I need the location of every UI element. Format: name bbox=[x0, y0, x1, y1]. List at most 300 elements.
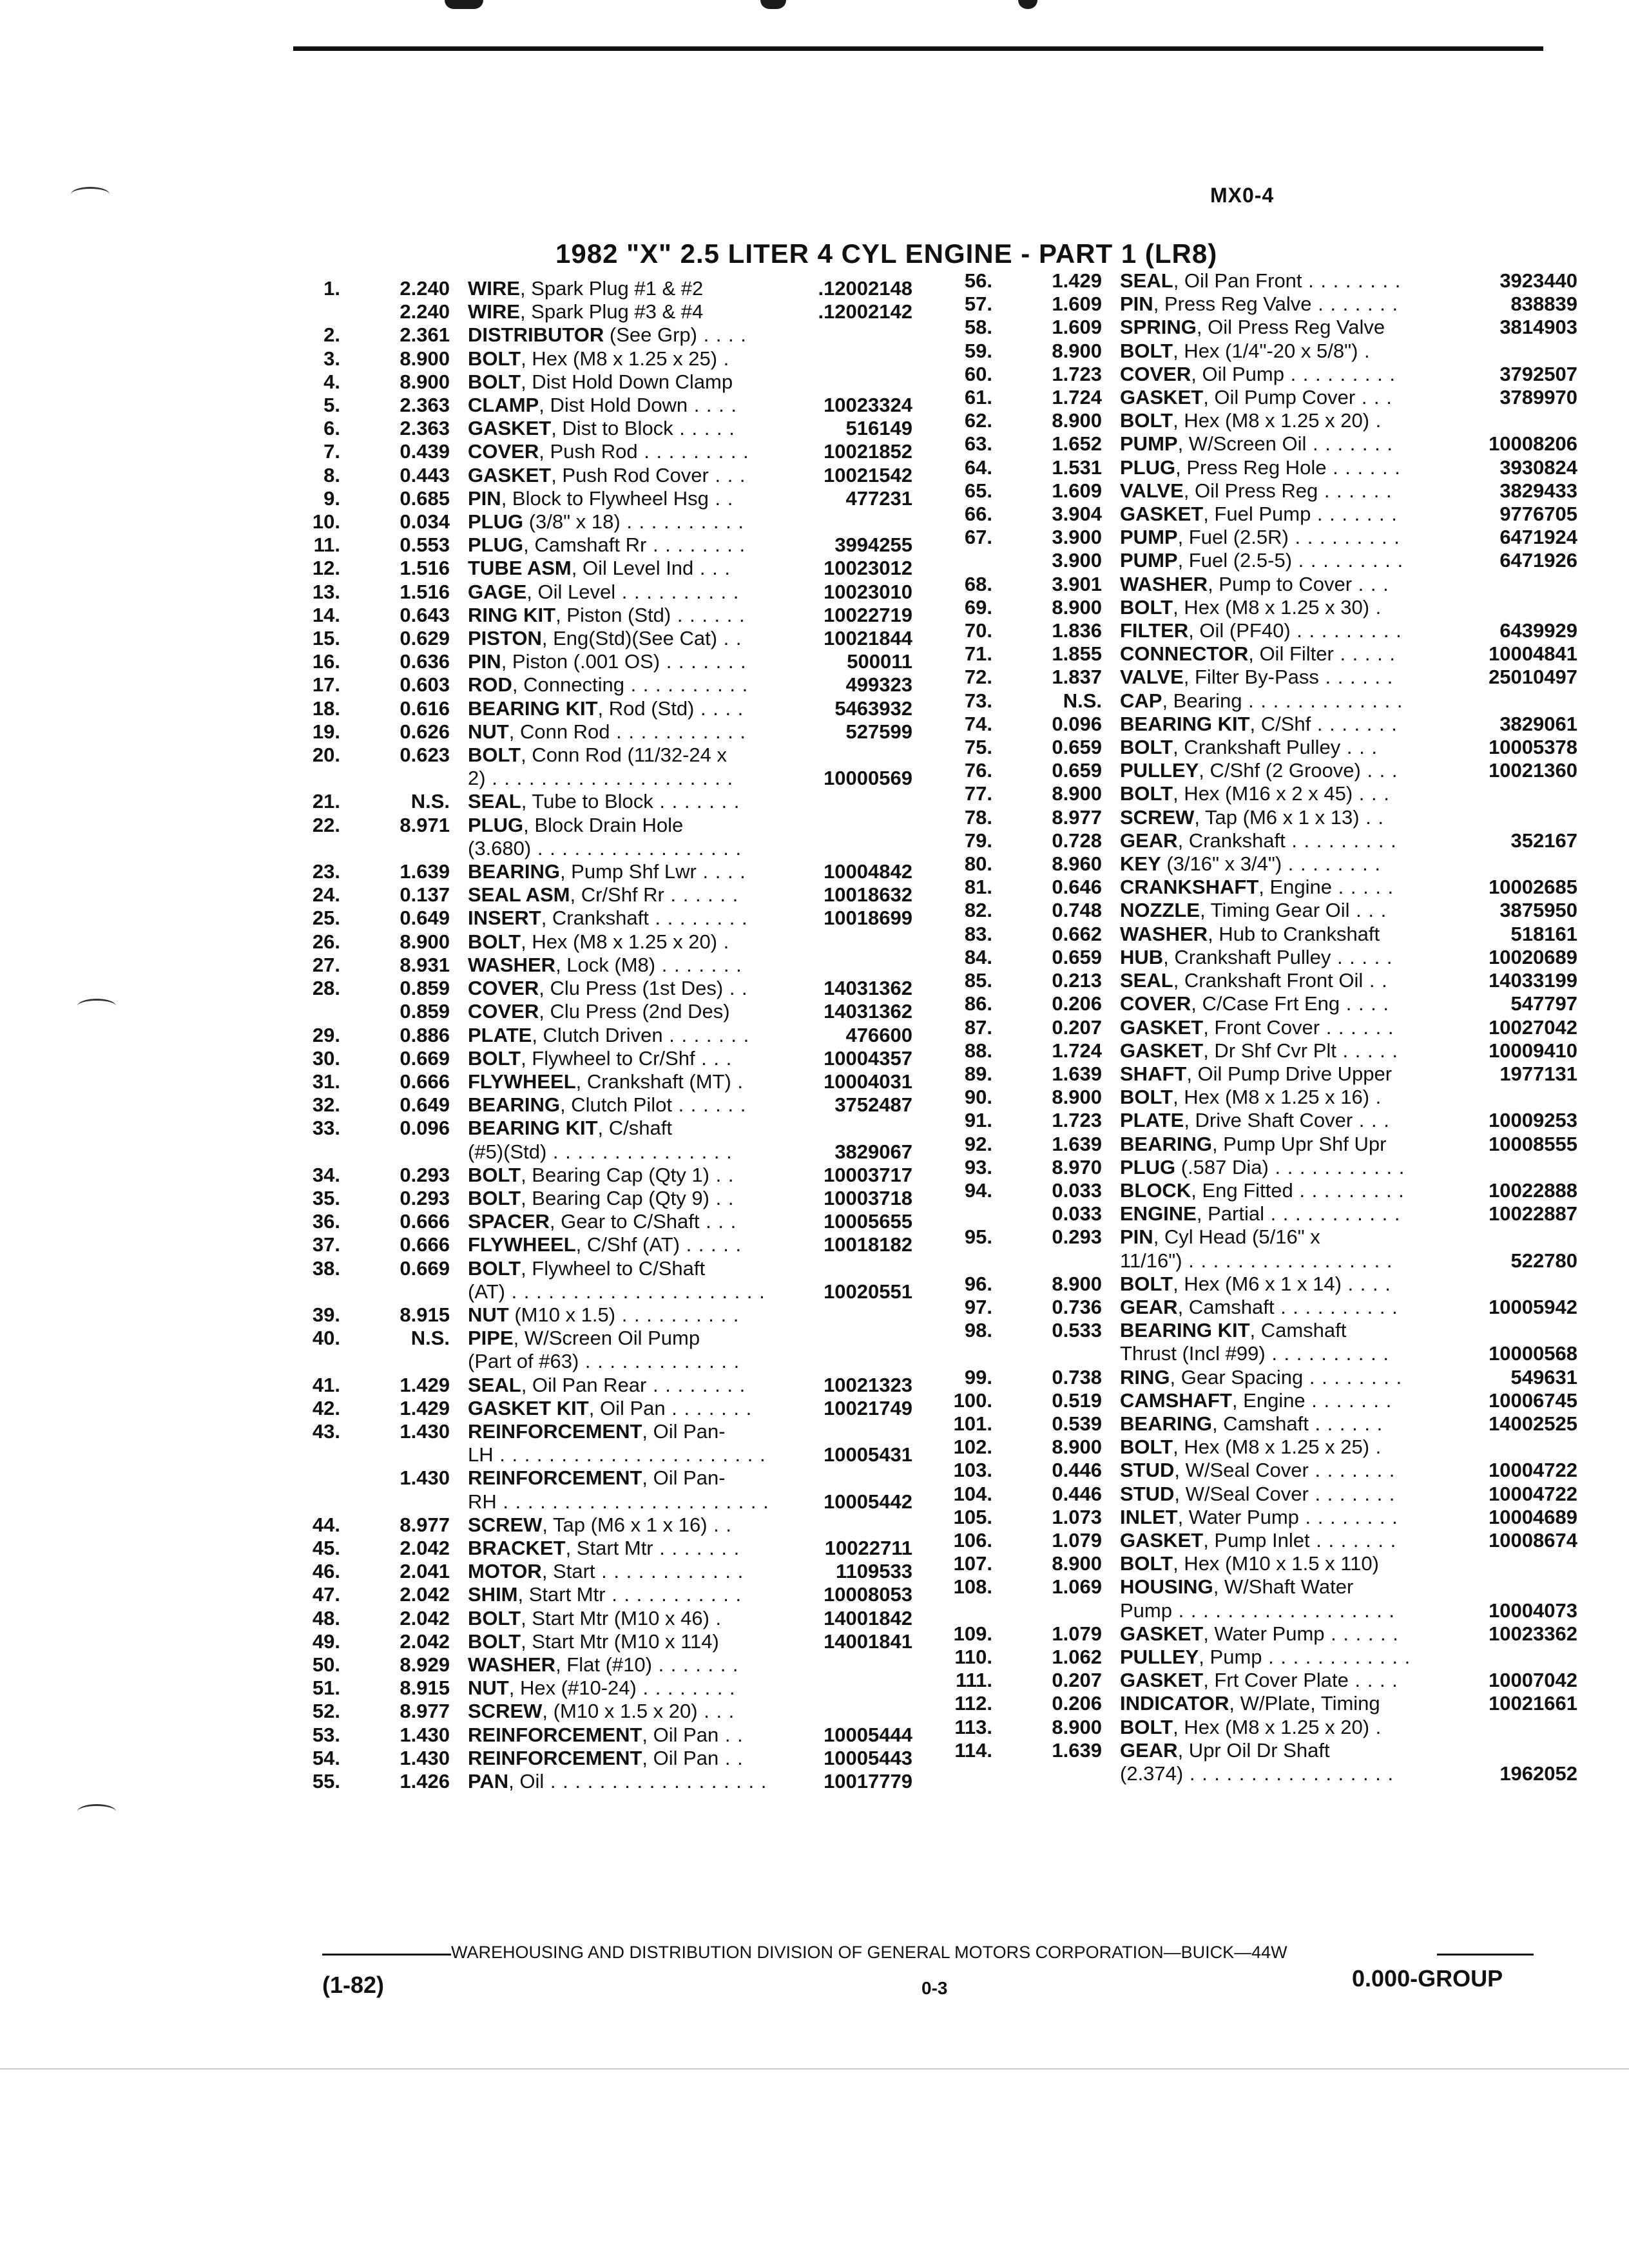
part-description bbox=[468, 1233, 786, 1256]
part-number: .12002148 bbox=[818, 277, 912, 300]
footer-rule-right bbox=[1437, 1954, 1534, 1956]
leader-dots: . . . . . . . . . . . . bbox=[1262, 1645, 1411, 1668]
item-number: 52. bbox=[312, 1700, 340, 1723]
item-number: 110. bbox=[954, 1645, 992, 1668]
item-number: 81. bbox=[964, 876, 992, 899]
part-name: SEAL bbox=[1120, 269, 1173, 292]
group-code: 0.636 bbox=[400, 650, 450, 673]
part-name: WASHER bbox=[468, 953, 556, 976]
part-name: REINFORCEMENT bbox=[468, 1466, 642, 1490]
group-code: 2.240 bbox=[400, 300, 450, 323]
part-detail: , Bearing Cap (Qty 9) bbox=[521, 1186, 709, 1209]
part-number: 10022887 bbox=[1489, 1202, 1577, 1225]
item-number: 36. bbox=[312, 1210, 340, 1233]
part-description bbox=[468, 883, 786, 907]
item-number: 42. bbox=[312, 1396, 340, 1419]
part-detail: , Water Pump bbox=[1177, 1505, 1299, 1528]
item-number: 94. bbox=[964, 1178, 992, 1202]
item-number: 73. bbox=[964, 689, 992, 712]
item-number: 10. bbox=[312, 510, 340, 533]
part-name: SCREW bbox=[1120, 805, 1195, 829]
part-name: INSERT bbox=[468, 907, 541, 930]
part-name: GASKET KIT bbox=[468, 1396, 589, 1419]
part-detail: , Flat (#10) bbox=[555, 1653, 652, 1676]
part-description bbox=[468, 767, 786, 790]
part-number: 3930824 bbox=[1499, 456, 1577, 479]
item-number: 113. bbox=[954, 1715, 992, 1738]
parts-row bbox=[946, 713, 1577, 736]
item-number: 1. bbox=[323, 277, 340, 300]
parts-row bbox=[303, 370, 912, 394]
item-number: 32. bbox=[312, 1093, 340, 1117]
parts-row bbox=[946, 899, 1577, 922]
part-description bbox=[1120, 736, 1451, 759]
part-name: NOZZLE bbox=[1120, 899, 1200, 922]
part-detail: , Eng(Std)(See Cat) bbox=[541, 627, 718, 650]
part-number: 10004031 bbox=[824, 1070, 912, 1093]
leader-dots: . . . . . . . . . . . . . . . . . . . . . . bbox=[496, 1490, 769, 1513]
part-description bbox=[468, 510, 786, 533]
parts-row bbox=[303, 581, 912, 604]
leader-dots: . . . . . . . . bbox=[648, 907, 748, 930]
leader-dots: . . . . . . . bbox=[660, 650, 747, 673]
part-description bbox=[468, 417, 786, 440]
scan-line bbox=[0, 2068, 1629, 2070]
parts-list-right bbox=[946, 269, 1577, 1785]
part-detail: , Lock (M8) bbox=[555, 953, 656, 976]
part-detail: , Connecting bbox=[512, 673, 624, 697]
part-detail: , Flywheel to C/Shaft bbox=[521, 1256, 706, 1280]
parts-row bbox=[303, 1397, 912, 1420]
part-number: 10008674 bbox=[1489, 1528, 1577, 1552]
parts-row bbox=[303, 1653, 912, 1677]
parts-row bbox=[946, 1575, 1577, 1599]
part-number: 10008206 bbox=[1489, 432, 1577, 456]
revision-date: (1-82) bbox=[322, 1972, 385, 1998]
part-description bbox=[1120, 1225, 1451, 1249]
leader-dots: . . bbox=[718, 1746, 744, 1769]
parts-row bbox=[946, 1599, 1577, 1622]
part-name: BEARING KIT bbox=[468, 697, 598, 720]
part-name: BOLT bbox=[1120, 595, 1173, 619]
group-code: 0.443 bbox=[400, 463, 450, 486]
part-number: 10023362 bbox=[1489, 1622, 1577, 1645]
group-code: 8.900 bbox=[400, 347, 450, 370]
group-number: 0.000-GROUP bbox=[1352, 1965, 1503, 1992]
group-code: 0.685 bbox=[400, 486, 450, 510]
group-code: 1.079 bbox=[1052, 1528, 1102, 1552]
leader-dots: . . . . . . . . bbox=[636, 1677, 736, 1700]
parts-row bbox=[946, 806, 1577, 829]
part-description bbox=[468, 1677, 786, 1700]
item-number: 8. bbox=[323, 463, 340, 486]
parts-row bbox=[303, 1583, 912, 1606]
group-code: 1.724 bbox=[1052, 386, 1102, 409]
parts-row bbox=[303, 1607, 912, 1630]
item-number: 114. bbox=[954, 1738, 992, 1762]
part-description bbox=[468, 1466, 786, 1490]
group-code: 2.042 bbox=[400, 1629, 450, 1653]
group-code: 0.539 bbox=[1052, 1412, 1102, 1435]
part-description bbox=[1120, 852, 1451, 876]
part-description bbox=[1120, 1412, 1451, 1436]
parts-row bbox=[946, 782, 1577, 805]
part-name: PLUG bbox=[468, 533, 524, 557]
leader-dots: . . . bbox=[1353, 1109, 1390, 1132]
item-number: 50. bbox=[312, 1653, 340, 1676]
leader-dots: . . . bbox=[1349, 899, 1387, 922]
part-description bbox=[1120, 340, 1451, 363]
part-detail: , Bearing Cap (Qty 1) bbox=[521, 1163, 709, 1186]
part-number: 14031362 bbox=[824, 1000, 912, 1023]
part-number: 10009410 bbox=[1489, 1039, 1577, 1062]
parts-row bbox=[946, 316, 1577, 339]
leader-dots: . . bbox=[723, 977, 748, 1000]
part-number: 14002525 bbox=[1489, 1412, 1577, 1435]
group-code: 0.669 bbox=[400, 1256, 450, 1280]
part-description bbox=[468, 1607, 786, 1630]
part-number: 10005442 bbox=[824, 1490, 912, 1513]
item-number: 82. bbox=[964, 899, 992, 922]
parts-row bbox=[946, 386, 1577, 409]
part-description bbox=[468, 1024, 786, 1047]
part-description bbox=[1120, 619, 1451, 642]
part-detail: , Flywheel to Cr/Shf bbox=[521, 1046, 695, 1070]
leader-dots: . . . . . . . . bbox=[1303, 1365, 1403, 1389]
part-description bbox=[468, 627, 786, 650]
part-detail: , Start Mtr (M10 x 46) bbox=[521, 1606, 709, 1629]
part-name: PLATE bbox=[1120, 1109, 1184, 1132]
leader-dots: . . . . . . . . . . . . . . . . . bbox=[1183, 1762, 1394, 1785]
part-name: SPRING bbox=[1120, 316, 1197, 339]
part-number: 10018182 bbox=[824, 1233, 912, 1256]
item-number: 13. bbox=[312, 580, 340, 603]
part-name: NUT bbox=[468, 720, 509, 743]
leader-dots: . . . . . bbox=[1331, 945, 1393, 968]
group-code: 0.439 bbox=[400, 440, 450, 463]
leader-dots: . . . . . . . bbox=[1311, 503, 1398, 526]
part-description bbox=[468, 1537, 786, 1560]
part-number: 10020551 bbox=[824, 1280, 912, 1303]
part-description bbox=[1120, 876, 1451, 899]
group-code: 0.626 bbox=[400, 720, 450, 743]
part-number: 10021542 bbox=[824, 463, 912, 486]
group-code: 0.886 bbox=[400, 1023, 450, 1046]
part-description bbox=[1120, 1552, 1451, 1575]
part-name: NUT bbox=[468, 1303, 509, 1326]
part-detail: , Dist to Block bbox=[551, 417, 673, 440]
group-code: 1.724 bbox=[1052, 1039, 1102, 1062]
part-number: 10009253 bbox=[1489, 1109, 1577, 1132]
part-description bbox=[468, 394, 786, 417]
item-number: 56. bbox=[964, 269, 992, 292]
part-detail: , Rod (Std) bbox=[597, 697, 695, 720]
parts-row bbox=[303, 627, 912, 650]
footer-text: WAREHOUSING AND DISTRIBUTION DIVISION OF GENERAL MOTORS CORPORATION—BUICK—44W bbox=[451, 1943, 1287, 1962]
part-description bbox=[1120, 1646, 1451, 1669]
group-code: 8.900 bbox=[1052, 1715, 1102, 1738]
part-number: 10008555 bbox=[1489, 1132, 1577, 1155]
part-description bbox=[1120, 992, 1451, 1015]
part-detail: , Hex (1/4"-20 x 5/8") bbox=[1173, 339, 1358, 362]
part-detail: , Block to Flywheel Hsg bbox=[501, 486, 709, 510]
group-code: 0.666 bbox=[400, 1210, 450, 1233]
part-description bbox=[1120, 1156, 1451, 1179]
leader-dots: . . . . . . . bbox=[1311, 712, 1398, 735]
leader-dots: . . . . . bbox=[1333, 642, 1396, 666]
parts-row bbox=[946, 1016, 1577, 1039]
part-detail: , Clu Press (1st Des) bbox=[539, 977, 724, 1000]
item-number: 101. bbox=[953, 1412, 992, 1435]
part-number: 549631 bbox=[1510, 1365, 1577, 1389]
parts-row bbox=[303, 510, 912, 533]
group-code: 1.430 bbox=[400, 1746, 450, 1769]
part-description bbox=[1120, 1296, 1451, 1319]
part-detail: , Oil Level bbox=[526, 580, 616, 603]
item-number: 108. bbox=[953, 1575, 992, 1599]
item-number: 98. bbox=[964, 1319, 992, 1342]
part-number: 10017779 bbox=[824, 1770, 912, 1792]
part-number: 3875950 bbox=[1499, 899, 1577, 922]
parts-row bbox=[303, 1257, 912, 1280]
part-description bbox=[1120, 1086, 1451, 1109]
part-detail: , Hex (#10-24) bbox=[508, 1677, 637, 1700]
part-detail: , Hex (M16 x 2 x 45) bbox=[1173, 782, 1353, 805]
parts-row bbox=[946, 1086, 1577, 1109]
group-code: 0.096 bbox=[400, 1117, 450, 1140]
item-number: 91. bbox=[964, 1109, 992, 1132]
item-number: 112. bbox=[954, 1692, 992, 1715]
parts-row bbox=[303, 1140, 912, 1164]
part-description bbox=[1120, 503, 1451, 526]
leader-dots: . . . . bbox=[1340, 992, 1390, 1015]
part-number: 6471924 bbox=[1499, 526, 1577, 549]
item-number: 66. bbox=[964, 503, 992, 526]
leader-dots: . bbox=[731, 1070, 744, 1093]
group-code: 8.900 bbox=[1052, 339, 1102, 362]
part-description bbox=[1120, 946, 1451, 969]
part-detail: , Press Reg Hole bbox=[1175, 456, 1327, 479]
part-detail: , Pump to Cover bbox=[1208, 572, 1353, 595]
item-number: 72. bbox=[964, 666, 992, 689]
item-number: 16. bbox=[312, 650, 340, 673]
part-number: 10005444 bbox=[824, 1723, 912, 1746]
part-description bbox=[468, 1514, 786, 1537]
part-detail: , Dr Shf Cvr Plt bbox=[1203, 1039, 1336, 1062]
part-name: PUMP bbox=[1120, 526, 1178, 549]
part-name: BOLT bbox=[468, 1629, 521, 1653]
group-code: 1.429 bbox=[400, 1373, 450, 1396]
part-detail: LH bbox=[468, 1443, 494, 1466]
part-name: ROD bbox=[468, 673, 512, 697]
part-name: CONNECTOR bbox=[1120, 642, 1249, 666]
part-name: PIN bbox=[1120, 293, 1153, 316]
item-number: 93. bbox=[964, 1155, 992, 1178]
leader-dots: . . . . . . bbox=[664, 883, 739, 907]
group-code: 1.430 bbox=[400, 1723, 450, 1746]
leader-dots: . . . . . bbox=[1336, 1039, 1399, 1062]
leader-dots: . . . . . . . . bbox=[646, 1373, 746, 1396]
parts-row bbox=[303, 1210, 912, 1233]
leader-dots: . bbox=[1358, 339, 1371, 362]
part-name: GASKET bbox=[1120, 503, 1204, 526]
leader-dots: . . . bbox=[1360, 759, 1398, 782]
item-number: 95. bbox=[964, 1225, 992, 1249]
item-number: 83. bbox=[964, 922, 992, 945]
part-name: BOLT bbox=[1120, 1715, 1173, 1738]
parts-row bbox=[946, 992, 1577, 1015]
leader-dots: . . . . . . . . . . bbox=[620, 510, 744, 533]
part-detail: (#5)(Std) bbox=[468, 1140, 547, 1163]
part-detail: , Start Mtr bbox=[517, 1583, 606, 1606]
part-name: PIN bbox=[468, 650, 501, 673]
part-detail: , Hub to Crankshaft bbox=[1208, 922, 1380, 945]
part-name: GAGE bbox=[468, 580, 527, 603]
part-description bbox=[1120, 923, 1451, 946]
parts-row bbox=[946, 1296, 1577, 1319]
part-number: 10027042 bbox=[1489, 1015, 1577, 1039]
group-code: 2.042 bbox=[400, 1536, 450, 1559]
footer-rule-left bbox=[322, 1954, 451, 1956]
part-number: 522780 bbox=[1510, 1249, 1577, 1272]
part-name: COVER bbox=[1120, 362, 1191, 385]
part-detail: , Oil Pan bbox=[588, 1396, 666, 1419]
group-code: 0.033 bbox=[1052, 1202, 1102, 1225]
leader-dots: . . . . . . . . . bbox=[1288, 526, 1400, 549]
group-code: 0.519 bbox=[1052, 1389, 1102, 1412]
part-name: CLAMP bbox=[468, 394, 539, 417]
group-code: 0.629 bbox=[400, 627, 450, 650]
header-rule bbox=[293, 46, 1543, 51]
part-name: BEARING bbox=[468, 860, 560, 883]
part-detail: , Hex (M8 x 1.25 x 25) bbox=[521, 347, 718, 370]
part-description bbox=[468, 1420, 786, 1443]
part-name: BEARING KIT bbox=[468, 1117, 598, 1140]
item-number: 18. bbox=[312, 697, 340, 720]
parts-row bbox=[303, 907, 912, 930]
parts-row bbox=[303, 1677, 912, 1700]
part-number: 527599 bbox=[845, 720, 912, 743]
part-number: 10023012 bbox=[824, 557, 912, 580]
parts-row bbox=[946, 526, 1577, 549]
part-number: 10021323 bbox=[824, 1373, 912, 1396]
parts-row bbox=[303, 1724, 912, 1747]
part-number: 3789970 bbox=[1499, 386, 1577, 409]
parts-row bbox=[946, 1273, 1577, 1296]
part-name: SEAL bbox=[468, 790, 521, 813]
part-number: 14031362 bbox=[824, 977, 912, 1000]
part-description bbox=[468, 557, 786, 580]
leader-dots: . . . bbox=[693, 557, 731, 580]
leader-dots: . . . . . . . . . bbox=[1290, 619, 1402, 642]
leader-dots: . . . . . . . . . . . bbox=[610, 720, 747, 743]
group-code: 0.446 bbox=[1052, 1459, 1102, 1482]
part-name: PLUG bbox=[1120, 456, 1176, 479]
leader-dots: . . . . . . . . . . . . . bbox=[579, 1350, 740, 1373]
part-name: STUD bbox=[1120, 1459, 1175, 1482]
part-description bbox=[468, 673, 786, 697]
part-number: 518161 bbox=[1510, 922, 1577, 945]
item-number: 19. bbox=[312, 720, 340, 743]
leader-dots: . . . bbox=[1340, 736, 1378, 759]
part-description bbox=[1120, 293, 1451, 316]
parts-row bbox=[946, 1716, 1577, 1739]
parts-row bbox=[303, 394, 912, 417]
part-name: PISTON bbox=[468, 627, 542, 650]
part-detail: , Crankshaft Front Oil bbox=[1173, 969, 1364, 992]
group-code: 1.609 bbox=[1052, 479, 1102, 502]
item-number: 54. bbox=[312, 1746, 340, 1769]
parts-row bbox=[303, 533, 912, 557]
part-detail: , Tap (M6 x 1 x 13) bbox=[1194, 805, 1360, 829]
part-name: VALVE bbox=[1120, 666, 1184, 689]
part-name: CAMSHAFT bbox=[1120, 1389, 1232, 1412]
parts-row bbox=[303, 1420, 912, 1443]
parts-row bbox=[946, 1062, 1577, 1086]
leader-dots: . . . . . . bbox=[1318, 666, 1394, 689]
group-code: 0.213 bbox=[1052, 969, 1102, 992]
parts-row bbox=[303, 1070, 912, 1093]
part-name: TUBE ASM bbox=[468, 557, 572, 580]
group-code: 0.207 bbox=[1052, 1015, 1102, 1039]
leader-dots: . . . bbox=[1352, 572, 1389, 595]
part-name: BOLT bbox=[1120, 1086, 1173, 1109]
part-detail: , Front Cover bbox=[1203, 1015, 1320, 1039]
part-detail: , Cyl Head (5/16" x bbox=[1153, 1225, 1320, 1249]
part-description bbox=[1120, 782, 1451, 805]
item-number: 45. bbox=[312, 1536, 340, 1559]
group-code: 0.646 bbox=[1052, 876, 1102, 899]
part-description bbox=[468, 323, 786, 347]
part-description bbox=[468, 1560, 786, 1583]
group-code: 8.977 bbox=[400, 1700, 450, 1723]
group-code: 8.971 bbox=[400, 813, 450, 836]
part-description bbox=[1120, 899, 1451, 922]
part-name: WIRE bbox=[468, 300, 520, 323]
part-number: 10021360 bbox=[1489, 759, 1577, 782]
part-detail: , Bearing bbox=[1162, 689, 1242, 712]
part-detail: , Start bbox=[541, 1560, 595, 1583]
part-number: 10004689 bbox=[1489, 1505, 1577, 1528]
leader-dots: . . . . . . . . . . . . . . . . . . . . bbox=[485, 767, 734, 790]
item-number: 28. bbox=[312, 977, 340, 1000]
group-code: 0.659 bbox=[1052, 945, 1102, 968]
part-description bbox=[468, 300, 786, 323]
part-description bbox=[1120, 549, 1451, 572]
item-number: 70. bbox=[964, 619, 992, 642]
parts-row bbox=[946, 923, 1577, 946]
part-description bbox=[1120, 526, 1451, 549]
part-detail: , Oil (PF40) bbox=[1188, 619, 1291, 642]
part-description bbox=[1120, 479, 1451, 503]
parts-row bbox=[946, 1202, 1577, 1225]
leader-dots: . . bbox=[709, 1186, 735, 1209]
part-description bbox=[1120, 759, 1451, 782]
group-code: 1.429 bbox=[400, 1396, 450, 1419]
part-number: 6439929 bbox=[1499, 619, 1577, 642]
part-name: BOLT bbox=[468, 1046, 521, 1070]
parts-row bbox=[303, 417, 912, 440]
part-name: PUMP bbox=[1120, 549, 1178, 572]
part-name: FLYWHEEL bbox=[468, 1070, 576, 1093]
part-name: PULLEY bbox=[1120, 759, 1199, 782]
part-description bbox=[1120, 1599, 1451, 1622]
part-detail: , Partial bbox=[1196, 1202, 1264, 1225]
part-number: 10018699 bbox=[824, 907, 912, 930]
part-number: 516149 bbox=[845, 417, 912, 440]
item-number: 37. bbox=[312, 1233, 340, 1256]
parts-row bbox=[946, 479, 1577, 503]
